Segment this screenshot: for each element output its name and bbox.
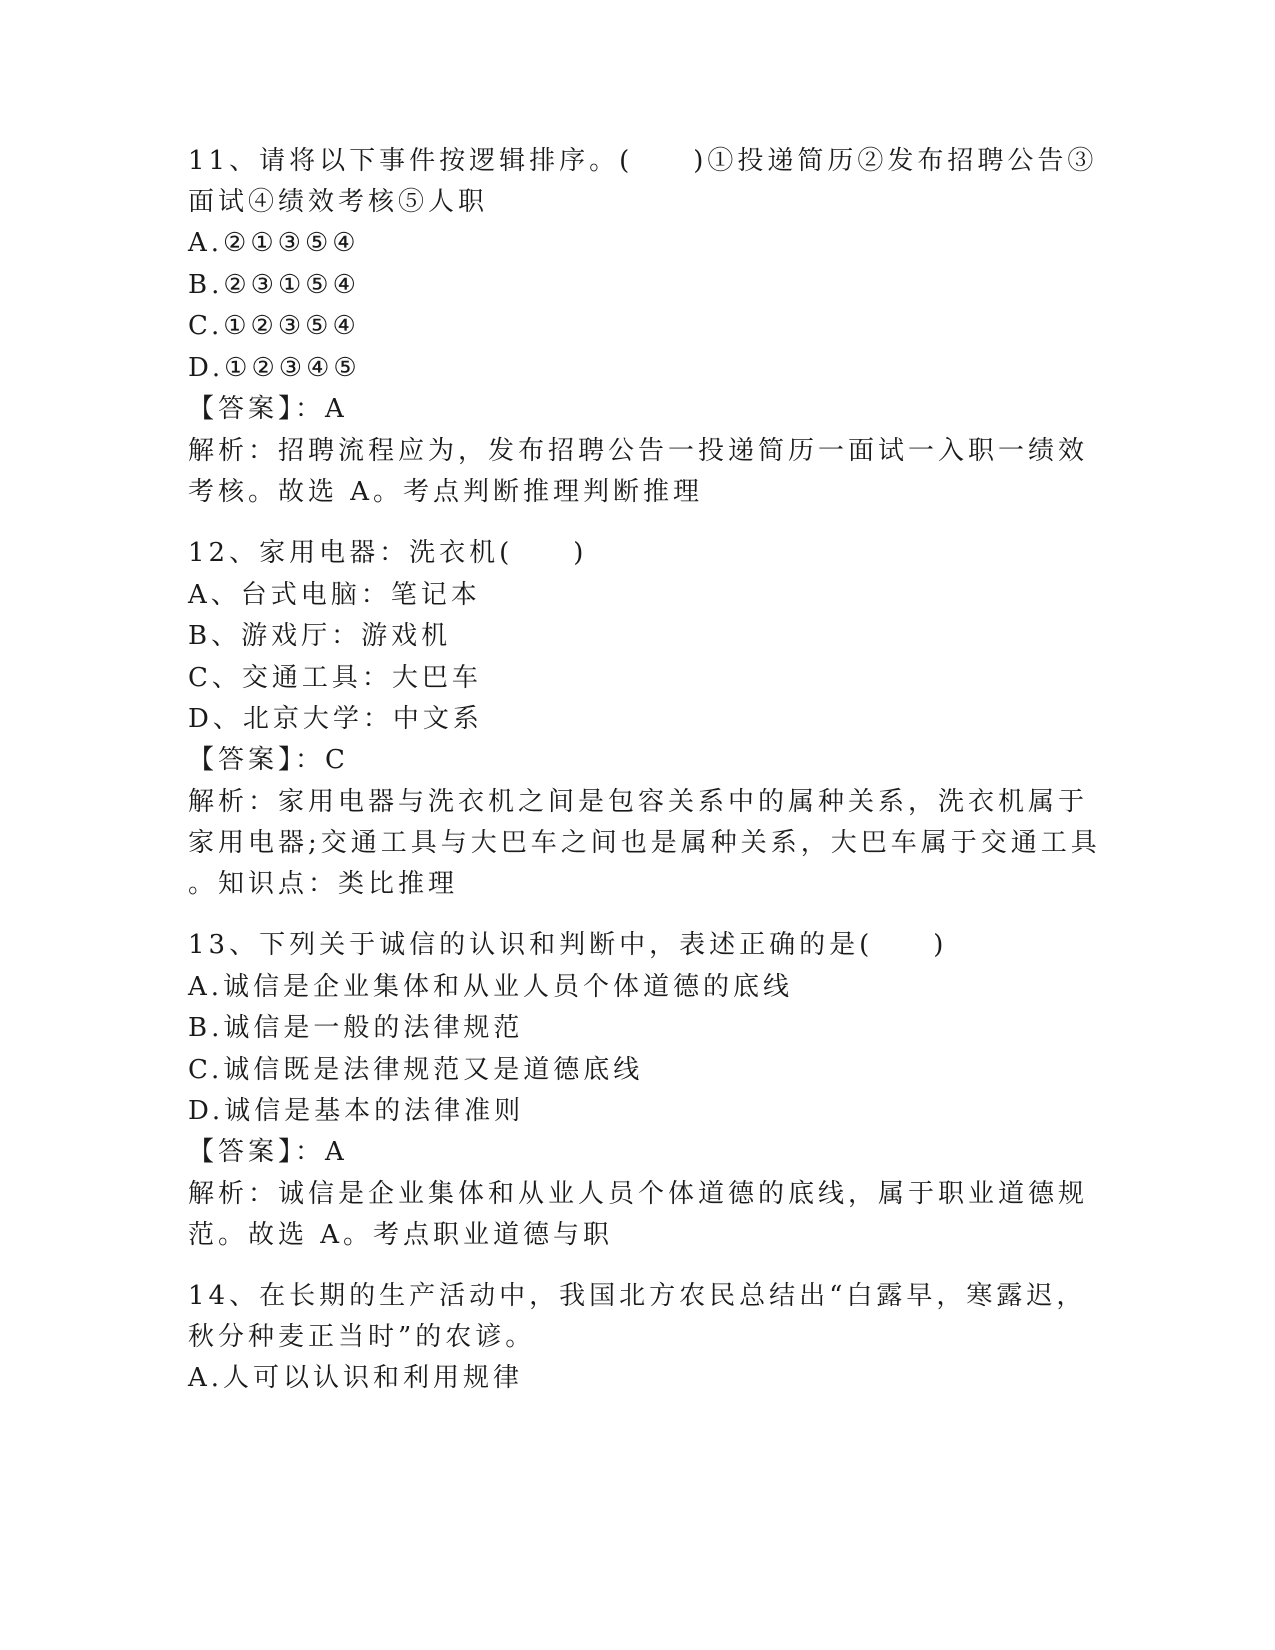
question-11-option-c: C.①②③⑤④ (188, 311, 360, 341)
question-13-option-b: B.诚信是一般的法律规范 (188, 1013, 524, 1043)
question-12-analysis-line-2: 家用电器;交通工具与大巴车之间也是属种关系，大巴车属于交通工具 (188, 828, 1101, 858)
question-13-analysis-line-1: 解析：诚信是企业集体和从业人员个体道德的底线，属于职业道德规 (188, 1179, 1089, 1209)
question-13-option-c: C.诚信既是法律规范又是道德底线 (188, 1055, 644, 1085)
question-11-option-d: D.①②③④⑤ (188, 353, 361, 383)
question-12-option-d: D、北京大学：中文系 (188, 704, 483, 734)
question-13-analysis-line-2: 范。故选 A。考点职业道德与职 (188, 1220, 614, 1250)
question-13-option-a: A.诚信是企业集体和从业人员个体道德的底线 (188, 972, 794, 1002)
question-13-stem-line-1: 13、下列关于诚信的认识和判断中，表述正确的是( ) (188, 930, 948, 960)
question-11-analysis-line-1: 解析：招聘流程应为，发布招聘公告一投递简历一面试一入职一绩效 (188, 436, 1089, 466)
question-13-option-d: D.诚信是基本的法律准则 (188, 1096, 525, 1126)
question-13-answer: 【答案】：A (188, 1137, 348, 1167)
question-12-option-c: C、交通工具：大巴车 (188, 663, 482, 693)
question-11-stem-line-1: 11、请将以下事件按逻辑排序。( )①投递简历②发布招聘公告③ (188, 146, 1098, 176)
question-12-analysis-line-3: 。知识点：类比推理 (188, 869, 459, 899)
question-14-stem-line-1: 14、在长期的生产活动中，我国北方农民总结出“白露早，寒露迟， (188, 1281, 1087, 1311)
question-12-option-a: A、台式电脑：笔记本 (188, 580, 481, 610)
question-11-stem-line-2: 面试④绩效考核⑤人职 (188, 187, 489, 217)
question-12-stem-line-1: 12、家用电器：洗衣机( ) (188, 538, 588, 568)
question-12-option-b: B、游戏厅：游戏机 (188, 621, 452, 651)
question-14-stem-line-2: 秋分种麦正当时”的农谚。 (188, 1322, 536, 1352)
question-14-option-a: A.人可以认识和利用规律 (188, 1363, 524, 1393)
question-11-option-a: A.②①③⑤④ (188, 228, 360, 258)
question-11-analysis-line-2: 考核。故选 A。考点判断推理判断推理 (188, 477, 704, 507)
question-11-option-b: B.②③①⑤④ (188, 270, 360, 300)
question-11-answer: 【答案】：A (188, 394, 348, 424)
question-12-analysis-line-1: 解析：家用电器与洗衣机之间是包容关系中的属种关系，洗衣机属于 (188, 787, 1089, 817)
question-12-answer: 【答案】：C (188, 745, 349, 775)
